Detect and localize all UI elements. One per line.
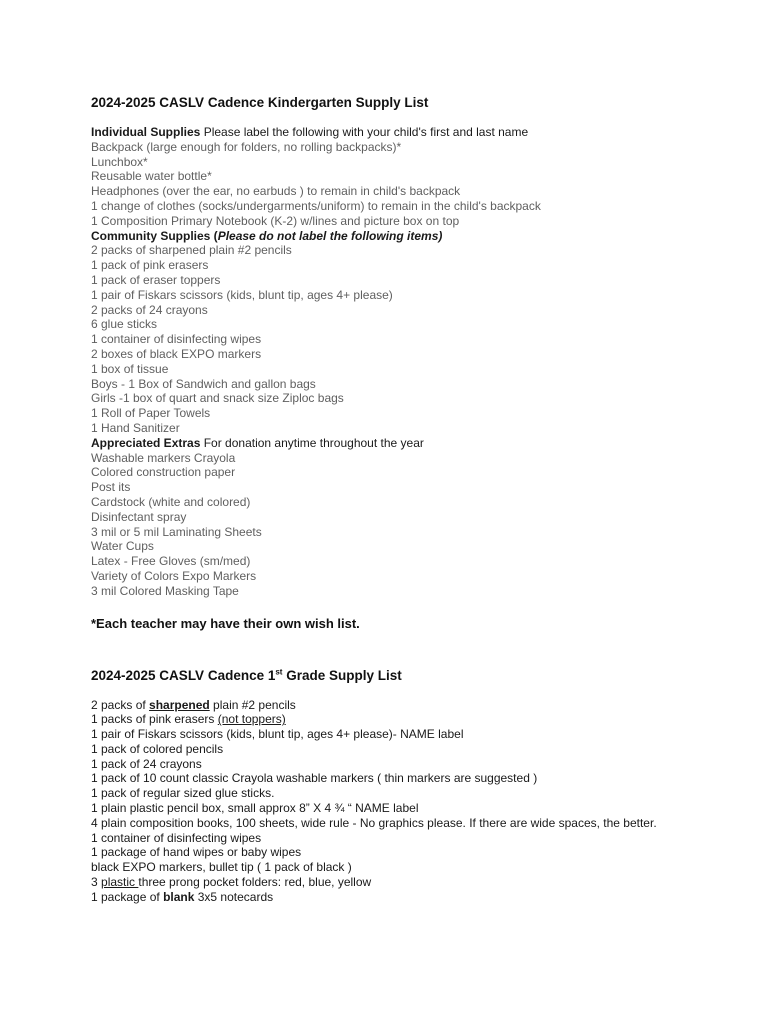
list-item: 1 pack of 10 count classic Crayola washable markers ( thin markers are suggested ) (91, 771, 538, 786)
list-item: Variety of Colors Expo Markers (91, 568, 257, 583)
list-item: Disinfectant spray (91, 509, 187, 524)
list-item: 1 change of clothes (socks/undergarments/uniform) to remain in the child's backpack (91, 198, 541, 213)
list-item: 1 packs of pink erasers (not toppers) (91, 712, 286, 727)
kindergarten-title: 2024-2025 CASLV Cadence Kindergarten Supply List (91, 95, 429, 110)
community-supplies-line: Community Supplies (Please do not label the following items) (91, 228, 443, 243)
list-item: 3 mil or 5 mil Laminating Sheets (91, 524, 262, 539)
list-item: 2 packs of sharpened plain #2 pencils (91, 243, 292, 258)
list-item: 2 packs of sharpened plain #2 pencils (91, 697, 296, 712)
list-item: Headphones (over the ear, no earbuds ) to remain in child's backpack (91, 184, 461, 199)
community-supplies-heading: Community Supplies (91, 228, 211, 243)
list-item: 1 pair of Fiskars scissors (kids, blunt tip, ages 4+ please)- NAME label (91, 727, 464, 742)
list-item: 1 Hand Sanitizer (91, 420, 180, 435)
list-item: 6 glue sticks (91, 317, 158, 332)
list-item: Water Cups (91, 539, 154, 554)
list-item: Washable markers Crayola (91, 450, 236, 465)
list-item: 1 pack of pink erasers (91, 258, 209, 273)
list-item: 1 pack of 24 crayons (91, 756, 202, 771)
list-item: 1 container of disinfecting wipes (91, 830, 262, 845)
list-item: Girls -1 box of quart and snack size Ziploc bags (91, 391, 344, 406)
list-item: 1 Composition Primary Notebook (K-2) w/lines and picture box on top (91, 213, 460, 228)
list-item: 1 pack of regular sized glue sticks. (91, 786, 275, 801)
individual-supplies-heading: Individual Supplies (91, 125, 201, 139)
appreciated-extras-list (91, 451, 710, 599)
list-item: 1 pack of eraser toppers (91, 272, 221, 287)
list-item: 1 container of disinfecting wipes (91, 332, 262, 347)
list-item: 1 package of hand wipes or baby wipes (91, 845, 302, 860)
list-item: Boys - 1 Box of Sandwich and gallon bags (91, 376, 316, 391)
individual-supplies-intro: Please label the following with your child's first and last name (200, 125, 529, 139)
appreciated-extras-line (91, 436, 710, 451)
list-item: 2 boxes of black EXPO markers (91, 346, 262, 361)
list-item: 3 mil Colored Masking Tape (91, 583, 239, 598)
list-item: Reusable water bottle* (91, 169, 212, 184)
individual-supplies-line (91, 125, 710, 140)
list-item: 4 plain composition books, 100 sheets, wide rule - No graphics please. If there are wide spaces, the better. (91, 815, 657, 830)
list-item: 2 packs of 24 crayons (91, 302, 208, 317)
list-item: Latex - Free Gloves (sm/med) (91, 554, 251, 569)
list-item: Lunchbox* (91, 154, 148, 169)
list-item: 3 plastic three prong pocket folders: red, blue, yellow (91, 875, 372, 890)
list-item: Backpack (large enough for folders, no rolling backpacks)* (91, 139, 402, 154)
list-item: 1 pack of colored pencils (91, 741, 224, 756)
teacher-wish-list-note: *Each teacher may have their own wish list. (91, 615, 360, 631)
list-item: black EXPO markers, bullet tip ( 1 pack of black ) (91, 860, 352, 875)
list-item: 1 Roll of Paper Towels (91, 406, 211, 421)
list-item: 1 box of tissue (91, 361, 169, 376)
appreciated-extras-intro: For donation anytime throughout the year (200, 435, 424, 450)
appreciated-extras-heading: Appreciated Extras (91, 435, 201, 450)
list-item: Cardstock (white and colored) (91, 494, 251, 509)
community-supplies-note: Please do not label the following items) (217, 228, 443, 243)
list-item: Post its (91, 480, 131, 495)
first-grade-section (91, 667, 710, 905)
first-grade-title: 2024-2025 CASLV Cadence 1st Grade Supply List (91, 667, 402, 683)
community-supplies-list (91, 243, 710, 435)
list-item: 1 package of blank 3x5 notecards (91, 889, 274, 904)
list-item: 1 plain plastic pencil box, small approx 8” X 4 ¾ “ NAME label (91, 801, 419, 816)
list-item: 1 pair of Fiskars scissors (kids, blunt tip, ages 4+ please) (91, 287, 393, 302)
list-item: Colored construction paper (91, 465, 236, 480)
individual-supplies-list (91, 140, 710, 229)
